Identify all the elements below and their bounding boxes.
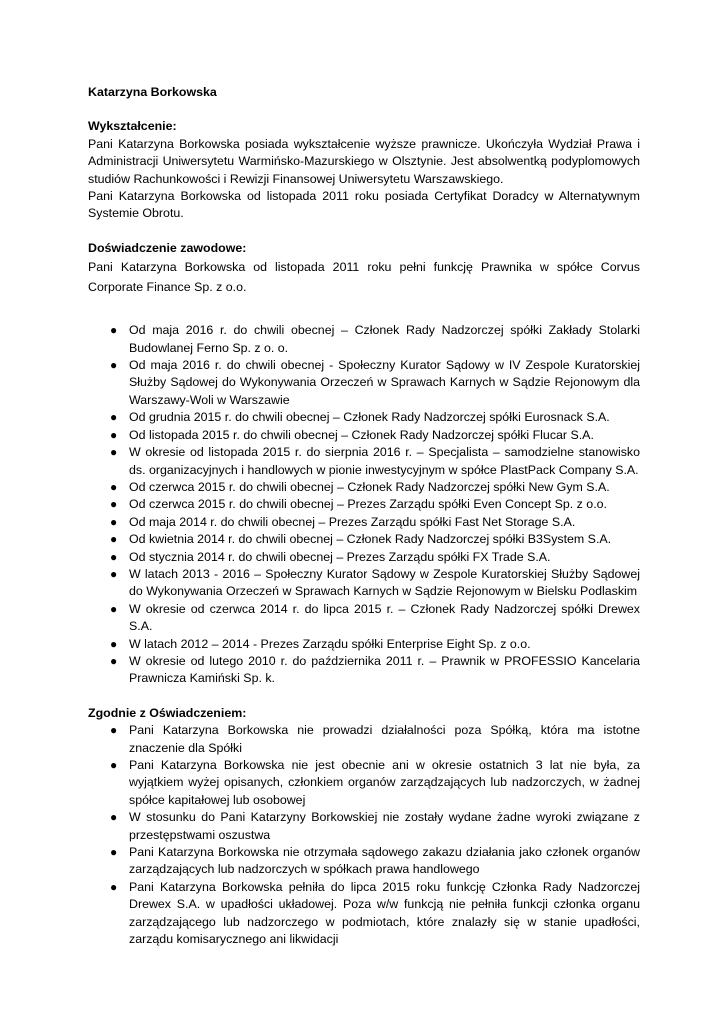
list-item: ● Od maja 2016 r. do chwili obecnej - Społeczny Kurator Sądowy w IV Zespole Kuratorskiej Służby Sądowej do Wykonywania Orzeczeń w Sprawach Karnych w Sądzie Rejonowym dla Warszawy-Woli w Warszawie [110,358,640,407]
bullet-icon: ● [110,601,118,616]
list-item: ● Od czerwca 2015 r. do chwili obecnej – Prezes Zarządu spółki Even Concept Sp. z o.o. [88,496,640,513]
list-item: ● Od czerwca 2015 r. do chwili obecnej – Członek Rady Nadzorczej spółki New Gym S.A. [88,479,640,496]
compliance-heading: Zgodnie z Oświadczeniem: [88,705,247,720]
document-page [88,84,640,948]
experience-intro: Pani Katarzyna Borkowska od listopada 2011 roku pełni funkcję Prawnika w spółce Corvus Corporate Finance Sp. z o.o. [88,260,640,295]
person-name: Katarzyna Borkowska [88,85,217,99]
list-item: ● W okresie od listopada 2015 r. do sierpnia 2016 r. – Specjalista – samodzielne stanowisko ds. organizacyjnych i handlowych w pionie inwestycyjnym w spółce PlastPack Company S.A. [110,445,640,477]
list-item: ● W okresie od czerwca 2014 r. do lipca 2015 r. – Członek Rady Nadzorczej spółki Drewex S.A. [110,601,640,634]
list-item: ● Od stycznia 2014 r. do chwili obecnej – Prezes Zarządu spółki FX Trade S.A. [88,549,640,566]
list-item: ● W latach 2013 - 2016 – Społeczny Kurator Sądowy w Zespole Kuratorskiej Służby Sądowej do Wykonywania Orzeczeń w Sprawach Karnych w Sądzie Rejonowym w Bielsku Podlaskim [110,566,640,599]
list-item: ● W stosunku do Pani Katarzyny Borkowskiej nie zostały wydane żadne wyroki związane z przestępstwami oszustwa [110,810,640,842]
experience-heading: Doświadczenie zawodowe: [88,240,247,255]
education-heading: Wykształcenie: [88,119,177,134]
bullet-icon: ● [110,636,118,651]
bullet-icon: ● [110,566,118,581]
education-paragraph: Pani Katarzyna Borkowska od listopada 2011 roku posiada Certyfikat Doradcy w Alternatywnym Systemie Obrotu. [88,189,640,221]
bullet-icon: ● [110,427,118,442]
bullet-icon: ● [110,410,118,425]
experience-list [88,322,640,688]
bullet-icon: ● [110,549,118,564]
list-item: ● Pani Katarzyna Borkowska nie prowadzi działalności poza Spółką, która ma istotne znaczenie dla Spółki [110,723,640,755]
bullet-icon: ● [110,497,118,512]
list-item: ● Od kwietnia 2014 r. do chwili obecnej – Członek Rady Nadzorczej spółki B3System S.A. [88,531,640,548]
bullet-icon: ● [110,479,118,494]
list-item: ● Od grudnia 2015 r. do chwili obecnej – Członek Rady Nadzorczej spółki Eurosnack S.A. [88,409,640,426]
bullet-icon: ● [110,810,118,825]
bullet-icon: ● [110,445,118,460]
bullet-icon: ● [110,514,118,529]
bullet-icon: ● [110,758,118,772]
bullet-icon: ● [110,358,118,373]
bullet-icon: ● [110,845,118,860]
list-item: ● Od maja 2016 r. do chwili obecnej – Członek Rady Nadzorczej spółki Zakłady Stolarki Budowlanej Ferno Sp. z o. o. [110,323,640,355]
list-item: ● W okresie od lutego 2010 r. do października 2011 r. – Prawnik w PROFESSIO Kancelaria Prawnicza Kamiński Sp. k. [110,653,640,686]
list-item: ● Pani Katarzyna Borkowska pełniła do lipca 2015 roku funkcję Członka Rady Nadzorczej Drewex S.A. w upadłości układowej. Poza w/w funkcją nie pełniła funkcji członka organu zarządzającego lub nadzorczego w podmiotach, które znalazły się w stanie upadłości, zarządu komisarycznego ani likwidacji [110,879,640,947]
bullet-icon: ● [110,879,118,894]
bullet-icon: ● [110,653,118,668]
list-item: ● Pani Katarzyna Borkowska nie otrzymała sądowego zakazu działania jako członek organów zarządzających lub nadzorczych w spółkach prawa handlowego [110,845,640,877]
list-item: ● W latach 2012 – 2014 - Prezes Zarządu spółki Enterprise Eight Sp. z o.o. [88,636,640,653]
list-item: ● Pani Katarzyna Borkowska nie jest obecnie ani w okresie ostatnich 3 lat nie była, za wyjątkiem wyżej opisanych, członkiem organów zarządzających lub nadzorczych, w żadnej spółce kapitałowej lub osobowej [110,758,640,807]
list-item: ● Od listopada 2015 r. do chwili obecnej – Członek Rady Nadzorczej spółki Flucar S.A. [88,427,640,444]
list-item: ● Od maja 2014 r. do chwili obecnej – Prezes Zarządu spółki Fast Net Storage S.A. [88,514,640,531]
bullet-icon: ● [110,532,118,547]
compliance-list [88,722,640,948]
bullet-icon: ● [110,723,118,738]
education-paragraph: Pani Katarzyna Borkowska posiada wykształcenie wyższe prawnicze. Ukończyła Wydział Prawa i Administracji Uniwersytetu Warmińsko-Mazurskiego w Olsztynie. Jest absolwentką podyplomowych studiów Rachunkowości i Rewizji Finansowej Uniwersytetu Warszawskiego. [88,136,640,186]
bullet-icon: ● [110,323,118,338]
